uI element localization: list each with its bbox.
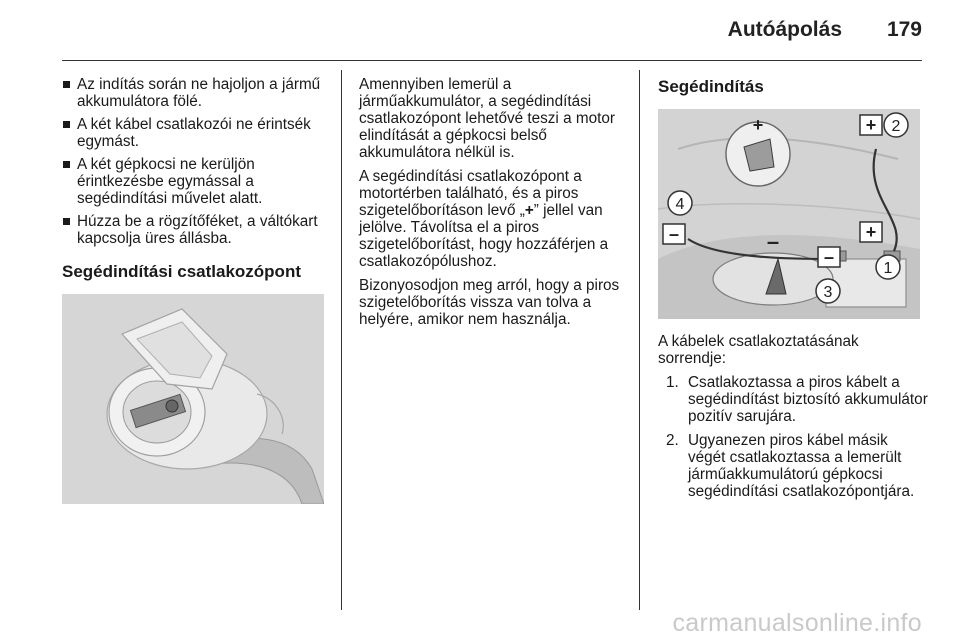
diagram-minus-label: – [766, 229, 780, 254]
callout-1: 1 [883, 260, 893, 277]
plus-symbol: + [524, 202, 534, 219]
jump-start-diagram [658, 109, 920, 319]
diagram-plus-label: + [752, 115, 764, 135]
column-divider-1 [341, 70, 342, 610]
paragraph-location: A segédindítási csatlakozópont a motortérben található, és a piros szigetelőborításon levő „+” jellel van jelölve. Távolítsa el a piros szigetelőborítást, hogy hozzáférjen a csatlakozópólushoz. [359, 168, 609, 270]
watermark: carmanualsonline.info [672, 609, 922, 637]
paragraph-intro: Amennyiben lemerül a járműakkumulátor, a segédindítási csatlakozópont lehetővé teszi a motor elindítását a gépkocsi belső akkumulátora nélkül is. [359, 76, 615, 161]
list-item: A két gépkocsi ne kerüljön érintkezésbe egymással a segédindítási művelet alatt. [62, 156, 327, 207]
column-divider-2 [639, 70, 640, 610]
jump-start-terminal-illustration [62, 294, 324, 504]
jump-start-heading: Segédindítás [658, 77, 764, 96]
terminal-cap-drawing [62, 294, 324, 504]
connection-steps [658, 374, 928, 500]
right-column [658, 76, 928, 507]
callout-3: 3 [823, 284, 833, 301]
callout-4: 4 [675, 196, 685, 213]
list-item: A két kábel csatlakozói ne érintsék egymást. [62, 116, 327, 150]
page-number: 179 [886, 18, 922, 41]
list-item: Az indítás során ne hajoljon a jármű akkumulátora fölé. [62, 76, 327, 110]
section-title: Autóápolás [727, 18, 842, 41]
marker-plus-top: + [865, 115, 877, 135]
marker-minus-left: – [668, 224, 680, 244]
warning-list [62, 76, 327, 247]
engine-bay-drawing [658, 109, 920, 319]
paragraph-cover: Bizonyosodjon meg arról, hogy a piros szigetelőborítás vissza van tolva a helyére, amikor nem használja. [359, 277, 620, 328]
sequence-intro: A kábelek csatlakoztatásának sorrendje: [658, 333, 859, 367]
left-column [62, 76, 327, 504]
marker-plus-battery: + [865, 222, 877, 242]
page-header [62, 0, 922, 61]
marker-minus-battery: – [823, 247, 835, 267]
list-item: Húzza be a rögzítőféket, a váltókart kapcsolja üres állásba. [62, 213, 327, 247]
callout-2: 2 [891, 118, 901, 135]
jump-start-point-heading: Segédindítási csatlakozópont [62, 262, 301, 281]
list-item: 1. Csatlakoztassa a piros kábelt a segédindítást biztosító akkumulátor pozitív sarujára. [666, 374, 928, 425]
middle-column [359, 76, 629, 335]
list-item: 2. Ugyanezen piros kábel másik végét csatlakoztassa a lemerült járműakkumulátorú gépkocsi segédindítási csatlakozópontjára. [666, 432, 915, 500]
